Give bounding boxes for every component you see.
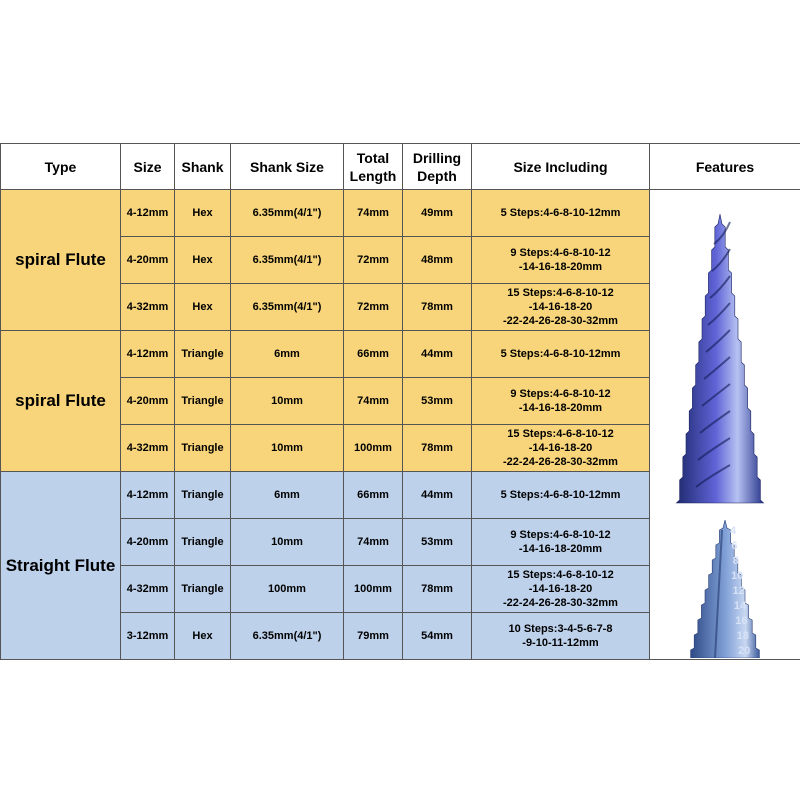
cell-total-length-value: 100mm: [354, 583, 392, 595]
drill-bit-illustration: [650, 190, 800, 658]
cell-size: [121, 472, 175, 519]
cell-drilling-depth-value: 44mm: [421, 348, 453, 360]
drill-scale-number: 16: [735, 615, 748, 627]
cell-size-including: [472, 566, 650, 613]
cell-drilling-depth: [403, 566, 472, 613]
cell-shank: [175, 378, 231, 425]
cell-total-length-value: 74mm: [357, 536, 389, 548]
cell-total-length: [344, 472, 403, 519]
cell-drilling-depth-value: 78mm: [421, 583, 453, 595]
cell-drilling-depth: [403, 190, 472, 237]
drill-scale-number: 10: [731, 570, 744, 582]
cell-size-including: [472, 237, 650, 284]
cell-size: [121, 284, 175, 331]
cell-drilling-depth-value: 53mm: [421, 395, 453, 407]
header-total-length-label: Total Length: [349, 149, 397, 184]
cell-shank-value: Hex: [192, 254, 213, 266]
cell-size: [121, 237, 175, 284]
cell-shank-size-value: 6.35mm(4/1"): [252, 630, 322, 642]
table-row: [1, 190, 800, 237]
cell-drilling-depth-value: 78mm: [421, 442, 453, 454]
cell-size-value: 4-20mm: [126, 536, 169, 548]
drill-scale-number: 6: [731, 540, 738, 552]
straight-drill-icon: [691, 520, 760, 658]
spiral-drill-icon: [676, 214, 763, 503]
cell-size-value: 4-12mm: [126, 207, 169, 219]
cell-shank-size: [231, 378, 344, 425]
cell-shank-size-value: 6mm: [274, 348, 300, 360]
cell-size-including: [472, 378, 650, 425]
cell-size-including: [472, 472, 650, 519]
cell-drilling-depth-value: 54mm: [421, 630, 453, 642]
cell-size-including: [472, 613, 650, 660]
cell-shank-value: Triangle: [181, 348, 224, 360]
cell-shank-value: Triangle: [181, 442, 224, 454]
cell-shank-size: [231, 331, 344, 378]
cell-total-length: [344, 378, 403, 425]
cell-shank-value: Triangle: [181, 536, 224, 548]
cell-shank-value: Triangle: [181, 395, 224, 407]
cell-shank: [175, 237, 231, 284]
cell-size-including: [472, 331, 650, 378]
header-features: Features: [650, 144, 800, 190]
cell-total-length: [344, 284, 403, 331]
cell-size-including-value: 15 Steps:4-6-8-10-12 -14-16-18-20 -22-24-26-28-30-32mm: [503, 569, 618, 609]
cell-size-including-value: 10 Steps:3-4-5-6-7-8 -9-10-11-12mm: [508, 623, 613, 649]
cell-total-length: [344, 566, 403, 613]
cell-shank: [175, 613, 231, 660]
cell-size-including-value: 9 Steps:4-6-8-10-12 -14-16-18-20mm: [510, 529, 611, 555]
cell-shank-size-value: 6.35mm(4/1"): [252, 254, 322, 266]
cell-shank-size: [231, 284, 344, 331]
cell-drilling-depth: [403, 613, 472, 660]
cell-shank-value: Triangle: [181, 583, 224, 595]
cell-drilling-depth-value: 78mm: [421, 301, 453, 313]
cell-shank-value: Hex: [192, 630, 213, 642]
cell-shank-size-value: 6.35mm(4/1"): [252, 207, 322, 219]
cell-total-length-value: 74mm: [357, 207, 389, 219]
cell-shank: [175, 284, 231, 331]
cell-size-value: 4-12mm: [126, 348, 169, 360]
cell-total-length-value: 100mm: [354, 442, 392, 454]
type-cell: spiral Flute: [1, 331, 121, 472]
cell-total-length: [344, 237, 403, 284]
cell-shank-value: Hex: [192, 207, 213, 219]
cell-drilling-depth: [403, 472, 472, 519]
cell-shank-value: Hex: [192, 301, 213, 313]
cell-total-length: [344, 425, 403, 472]
cell-size-value: 3-12mm: [126, 630, 169, 642]
cell-size: [121, 519, 175, 566]
header-type: Type: [1, 144, 121, 190]
cell-size-including: [472, 425, 650, 472]
cell-total-length: [344, 331, 403, 378]
header-row: [1, 144, 800, 190]
cell-size: [121, 378, 175, 425]
cell-drilling-depth-value: 49mm: [421, 207, 453, 219]
cell-shank-size-value: 6mm: [274, 489, 300, 501]
cell-drilling-depth: [403, 519, 472, 566]
cell-drilling-depth: [403, 331, 472, 378]
header-total-length: [344, 144, 403, 190]
cell-shank-size: [231, 519, 344, 566]
header-shank-size: Shank Size: [231, 144, 344, 190]
cell-drilling-depth: [403, 378, 472, 425]
cell-size-including: [472, 519, 650, 566]
cell-total-length: [344, 613, 403, 660]
cell-total-length-value: 66mm: [357, 489, 389, 501]
cell-total-length-value: 66mm: [357, 348, 389, 360]
cell-size-including-value: 9 Steps:4-6-8-10-12 -14-16-18-20mm: [510, 247, 611, 273]
drill-scale-number: 12: [732, 585, 745, 597]
cell-size: [121, 613, 175, 660]
header-size-including: Size Including: [472, 144, 650, 190]
cell-shank-size: [231, 472, 344, 519]
header-size: Size: [121, 144, 175, 190]
drill-scale-number: 8: [732, 555, 739, 567]
cell-size-value: 4-20mm: [126, 254, 169, 266]
cell-shank-size: [231, 190, 344, 237]
cell-drilling-depth: [403, 284, 472, 331]
cell-drilling-depth-value: 44mm: [421, 489, 453, 501]
cell-shank: [175, 519, 231, 566]
drill-scale-number: 4: [729, 525, 737, 537]
cell-size-value: 4-32mm: [126, 301, 169, 313]
cell-size: [121, 425, 175, 472]
cell-size-including: [472, 284, 650, 331]
header-drilling-depth-label: Drilling Depth: [412, 149, 462, 184]
features-cell: [650, 190, 800, 660]
cell-shank-size-value: 6.35mm(4/1"): [252, 301, 322, 313]
type-cell: Straight Flute: [1, 472, 121, 660]
cell-size-including-value: 15 Steps:4-6-8-10-12 -14-16-18-20 -22-24-26-28-30-32mm: [503, 287, 618, 327]
cell-total-length: [344, 190, 403, 237]
cell-drilling-depth: [403, 237, 472, 284]
cell-drilling-depth-value: 48mm: [421, 254, 453, 266]
cell-size: [121, 566, 175, 613]
cell-total-length-value: 79mm: [357, 630, 389, 642]
cell-shank-value: Triangle: [181, 489, 224, 501]
drill-scale-number: 20: [738, 645, 751, 657]
cell-shank-size-value: 10mm: [271, 536, 303, 548]
cell-shank: [175, 331, 231, 378]
cell-shank: [175, 425, 231, 472]
cell-shank-size: [231, 425, 344, 472]
cell-size-value: 4-20mm: [126, 395, 169, 407]
cell-size-value: 4-12mm: [126, 489, 169, 501]
header-shank: Shank: [175, 144, 231, 190]
drill-scale-number: 18: [736, 630, 749, 642]
cell-size-value: 4-32mm: [126, 442, 169, 454]
spec-table: [0, 143, 800, 660]
cell-shank: [175, 566, 231, 613]
cell-shank-size-value: 100mm: [268, 583, 306, 595]
cell-size-including-value: 5 Steps:4-6-8-10-12mm: [500, 348, 621, 360]
cell-size: [121, 190, 175, 237]
cell-shank-size: [231, 566, 344, 613]
cell-total-length-value: 72mm: [357, 254, 389, 266]
cell-size-including: [472, 190, 650, 237]
cell-shank: [175, 190, 231, 237]
cell-size-value: 4-32mm: [126, 583, 169, 595]
cell-size-including-value: 9 Steps:4-6-8-10-12 -14-16-18-20mm: [510, 388, 611, 414]
cell-shank-size-value: 10mm: [271, 395, 303, 407]
header-drilling-depth: [403, 144, 472, 190]
type-cell: spiral Flute: [1, 190, 121, 331]
cell-size-including-value: 5 Steps:4-6-8-10-12mm: [500, 489, 621, 501]
spec-body: [1, 190, 800, 660]
cell-shank-size: [231, 613, 344, 660]
cell-total-length-value: 74mm: [357, 395, 389, 407]
cell-size-including-value: 15 Steps:4-6-8-10-12 -14-16-18-20 -22-24-26-28-30-32mm: [503, 428, 618, 468]
cell-shank-size: [231, 237, 344, 284]
drill-scale-number: 14: [733, 600, 747, 612]
cell-total-length: [344, 519, 403, 566]
cell-shank: [175, 472, 231, 519]
cell-drilling-depth: [403, 425, 472, 472]
cell-drilling-depth-value: 53mm: [421, 536, 453, 548]
cell-size-including-value: 5 Steps:4-6-8-10-12mm: [500, 207, 621, 219]
cell-shank-size-value: 10mm: [271, 442, 303, 454]
cell-total-length-value: 72mm: [357, 301, 389, 313]
cell-size: [121, 331, 175, 378]
